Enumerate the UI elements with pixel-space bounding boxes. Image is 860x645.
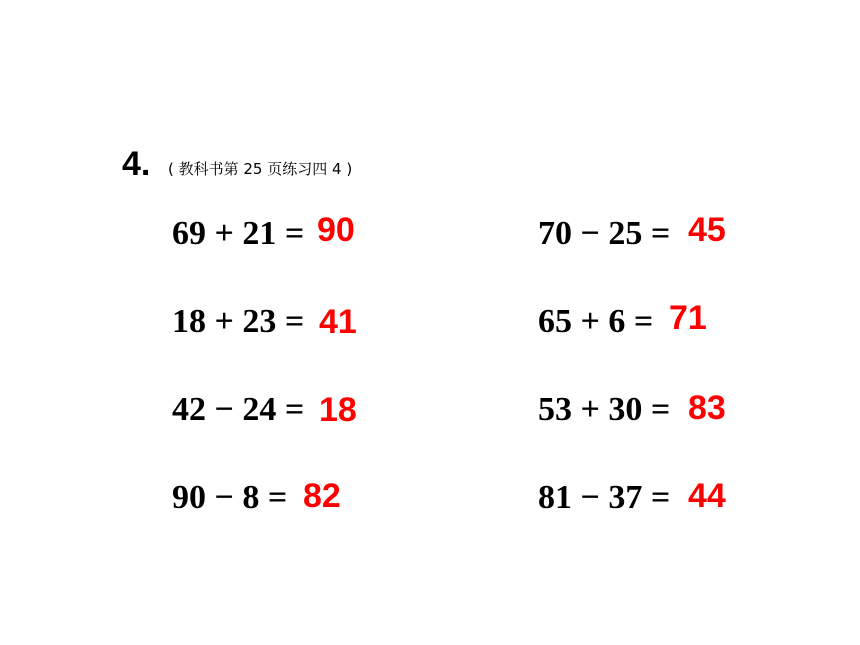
equation-expression: 65 + 6 = [538,303,654,340]
equation-row [172,390,357,430]
equation-expression: 42 − 24 = [172,391,305,428]
equation-answer: 44 [688,477,726,515]
equation-expression: 70 − 25 = [538,215,671,252]
equation-answer: 71 [669,299,707,337]
equation-row [172,302,357,342]
question-source: ( 教科书第 25 页练习四 4 ) [168,160,353,178]
equation-row [538,211,726,254]
equation-answer: 18 [319,391,357,429]
equation-answer: 83 [688,389,726,427]
equation-row [172,477,341,518]
equation-answer: 41 [319,303,357,341]
equation-answer: 90 [317,211,355,249]
equation-answer: 45 [688,211,726,249]
equation-answer: 82 [303,477,341,515]
question-number: 4. [122,145,151,183]
equation-expression: 69 + 21 = [172,215,305,252]
equation-expression: 53 + 30 = [538,391,671,428]
equation-row [538,389,726,430]
equation-expression: 90 − 8 = [172,479,288,516]
equation-row [538,477,726,518]
equation-expression: 81 − 37 = [538,479,671,516]
equation-row [538,299,707,342]
equation-expression: 18 + 23 = [172,303,305,340]
equation-row [172,211,355,254]
